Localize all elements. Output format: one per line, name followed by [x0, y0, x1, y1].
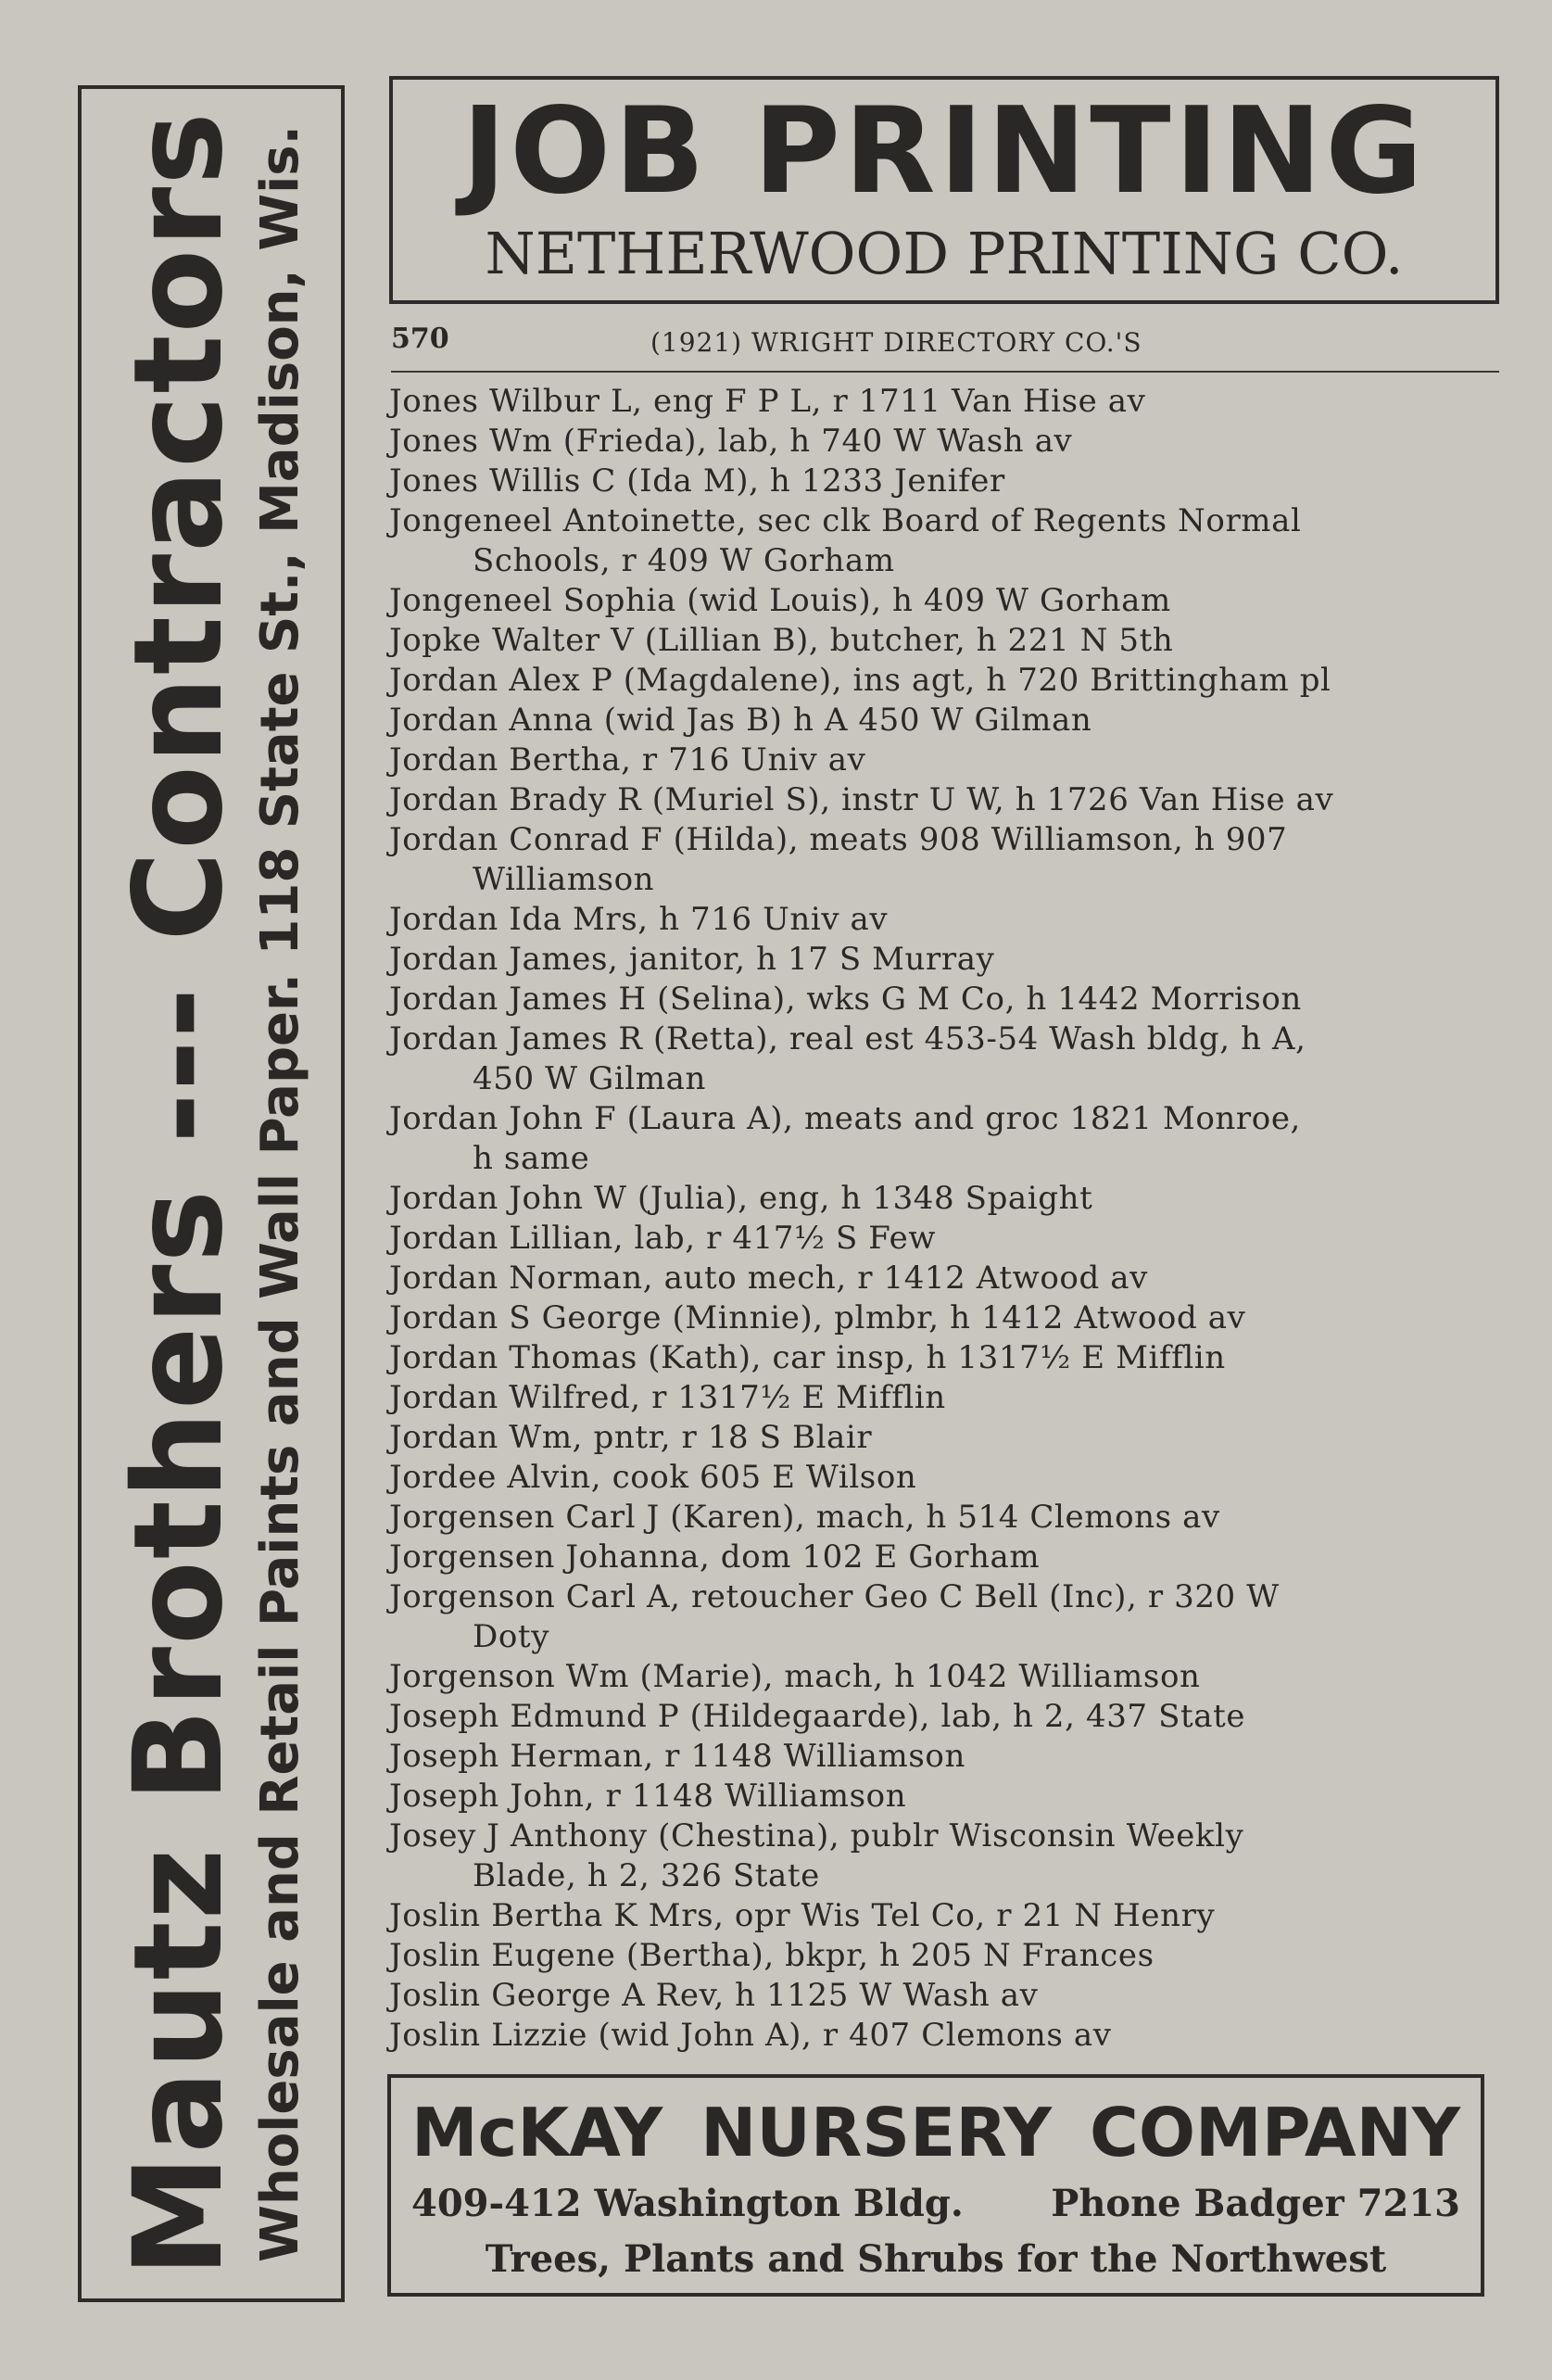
side-ad-details: Wholesale and Retail Paints and Wall Paper. 118 State St., Madison, Wis. — [250, 125, 310, 2262]
directory-entry — [389, 820, 1506, 900]
entry-continuation: Doty — [473, 1618, 550, 1655]
directory-entry — [389, 980, 1506, 1019]
directory-entry — [389, 1219, 1506, 1259]
directory-entry — [389, 621, 1506, 661]
page-header — [391, 315, 1499, 373]
side-ad-company: Mautz Brothers --- Contractors — [107, 110, 250, 2277]
directory-entry — [389, 1338, 1506, 1378]
directory-entry — [389, 1538, 1506, 1577]
entry-text: Joslin Eugene (Bertha), bkpr, h 205 N Frances — [389, 1937, 1155, 1974]
directory-entry — [389, 1896, 1506, 1936]
entry-text: Jorgenson Wm (Marie), mach, h 1042 Williamson — [389, 1658, 1201, 1695]
entry-continuation: Williamson — [473, 861, 655, 898]
entry-text: Jorgensen Johanna, dom 102 E Gorham — [389, 1538, 1041, 1576]
entry-text: Jordan Conrad F (Hilda), meats 908 Williamson, h 907 — [389, 821, 1288, 858]
directory-entry — [389, 1099, 1506, 1179]
entry-text: Joseph John, r 1148 Williamson — [389, 1778, 907, 1815]
directory-entry — [389, 1458, 1506, 1498]
directory-entry — [389, 382, 1506, 422]
bottom-ad-tagline: Trees, Plants and Shrubs for the Northwest — [485, 2237, 1387, 2281]
directory-entry — [389, 1936, 1506, 1976]
entry-text: Jordan James R (Retta), real est 453-54 Wash bldg, h A, — [389, 1020, 1306, 1057]
directory-entry — [389, 1259, 1506, 1298]
entry-text: Jordan John W (Julia), eng, h 1348 Spaight — [389, 1180, 1093, 1217]
directory-entry — [389, 1737, 1506, 1777]
bottom-ad-name-1: McKAY — [411, 2094, 663, 2171]
entry-text: Jordan Brady R (Muriel S), instr U W, h 1726 Van Hise av — [389, 781, 1334, 818]
bottom-ad-name-2: NURSERY — [700, 2094, 1052, 2171]
directory-entry — [389, 780, 1506, 820]
entry-text: Jorgenson Carl A, retoucher Geo C Bell (Inc), r 320 W — [389, 1578, 1280, 1615]
entry-continuation: h same — [473, 1140, 590, 1177]
entry-text: Jordan James, janitor, h 17 S Murray — [389, 941, 995, 978]
entry-text: Joseph Edmund P (Hildegaarde), lab, h 2, 437 State — [389, 1698, 1246, 1735]
entry-continuation: Schools, r 409 W Gorham — [473, 542, 895, 579]
entry-text: Jongeneel Sophia (wid Louis), h 409 W Gorham — [389, 582, 1171, 619]
directory-entry — [389, 1298, 1506, 1338]
entry-text: Joslin Bertha K Mrs, opr Wis Tel Co, r 21 N Henry — [389, 1897, 1216, 1934]
directory-entry — [389, 940, 1506, 980]
entry-text: Jordan Norman, auto mech, r 1412 Atwood av — [389, 1260, 1148, 1297]
side-advertisement — [78, 85, 345, 2302]
bottom-ad-contact — [411, 2178, 1460, 2230]
running-head: (1921) WRIGHT DIRECTORY CO.'S — [650, 327, 1142, 358]
entry-text: Jordan Anna (wid Jas B) h A 450 W Gilman — [389, 702, 1092, 739]
directory-entry — [389, 1697, 1506, 1737]
directory-entry — [389, 422, 1506, 462]
entry-text: Jordan Thomas (Kath), car insp, h 1317½ E Mifflin — [389, 1339, 1226, 1376]
directory-entry — [389, 462, 1506, 501]
entry-text: Jordan James H (Selina), wks G M Co, h 1442 Morrison — [389, 981, 1302, 1018]
page-number: 570 — [391, 323, 449, 355]
entry-text: Jordan S George (Minnie), plmbr, h 1412 Atwood av — [389, 1299, 1246, 1336]
top-ad-title: JOB PRINTING — [461, 82, 1427, 221]
bottom-ad-phone: Phone Badger 7213 — [1051, 2182, 1460, 2225]
directory-entry — [389, 741, 1506, 780]
directory-entry — [389, 1418, 1506, 1458]
directory-entry — [389, 1179, 1506, 1219]
entry-text: Jordan Lillian, lab, r 417½ S Few — [389, 1220, 937, 1257]
directory-entry — [389, 1577, 1506, 1657]
entry-text: Jopke Walter V (Lillian B), butcher, h 221 N 5th — [389, 622, 1174, 659]
bottom-advertisement — [387, 2074, 1484, 2297]
entry-text: Jordan John F (Laura A), meats and groc 1821 Monroe, — [389, 1100, 1301, 1137]
entry-text: Jordee Alvin, cook 605 E Wilson — [389, 1459, 917, 1496]
directory-entry — [389, 900, 1506, 940]
entry-text: Jordan Wilfred, r 1317½ E Mifflin — [389, 1379, 946, 1416]
directory-entry — [389, 1498, 1506, 1538]
entry-text: Jones Wilbur L, eng F P L, r 1711 Van Hise av — [389, 383, 1146, 420]
entry-text: Jordan Bertha, r 716 Univ av — [389, 741, 866, 779]
directory-entry — [389, 581, 1506, 621]
entry-text: Josey J Anthony (Chestina), publr Wisconsin Weekly — [389, 1817, 1244, 1855]
entry-text: Jorgensen Carl J (Karen), mach, h 514 Clemons av — [389, 1499, 1220, 1536]
directory-entry — [389, 1777, 1506, 1817]
directory-entry — [389, 1378, 1506, 1418]
entry-text: Joseph Herman, r 1148 Williamson — [389, 1738, 965, 1775]
bottom-ad-title — [411, 2091, 1460, 2174]
entry-text: Joslin Lizzie (wid John A), r 407 Clemons av — [389, 2017, 1112, 2054]
directory-entry — [389, 1019, 1506, 1099]
directory-listings — [389, 382, 1506, 2056]
directory-entry — [389, 661, 1506, 701]
entry-text: Jordan Wm, pntr, r 18 S Blair — [389, 1419, 873, 1456]
directory-entry — [389, 1976, 1506, 2016]
directory-entry — [389, 501, 1506, 581]
bottom-ad-name-3: COMPANY — [1090, 2094, 1460, 2171]
entry-continuation: Blade, h 2, 326 State — [473, 1857, 820, 1894]
bottom-ad-address: 409-412 Washington Bldg. — [411, 2182, 964, 2225]
entry-text: Jordan Ida Mrs, h 716 Univ av — [389, 901, 889, 938]
directory-entry — [389, 2016, 1506, 2056]
entry-text: Jongeneel Antoinette, sec clk Board of Regents Normal — [389, 502, 1302, 539]
entry-text: Jones Wm (Frieda), lab, h 740 W Wash av — [389, 423, 1073, 460]
entry-continuation: 450 W Gilman — [473, 1060, 706, 1097]
side-ad-rotated-text — [82, 91, 341, 2297]
entry-text: Joslin George A Rev, h 1125 W Wash av — [389, 1977, 1039, 2014]
entry-text: Jordan Alex P (Magdalene), ins agt, h 720 Brittingham pl — [389, 662, 1331, 699]
directory-entry — [389, 1657, 1506, 1697]
top-ad-subtitle: NETHERWOOD PRINTING CO. — [485, 220, 1404, 287]
top-advertisement — [389, 76, 1499, 304]
directory-entry — [389, 1817, 1506, 1896]
entry-text: Jones Willis C (Ida M), h 1233 Jenifer — [389, 462, 1005, 500]
directory-entry — [389, 701, 1506, 741]
